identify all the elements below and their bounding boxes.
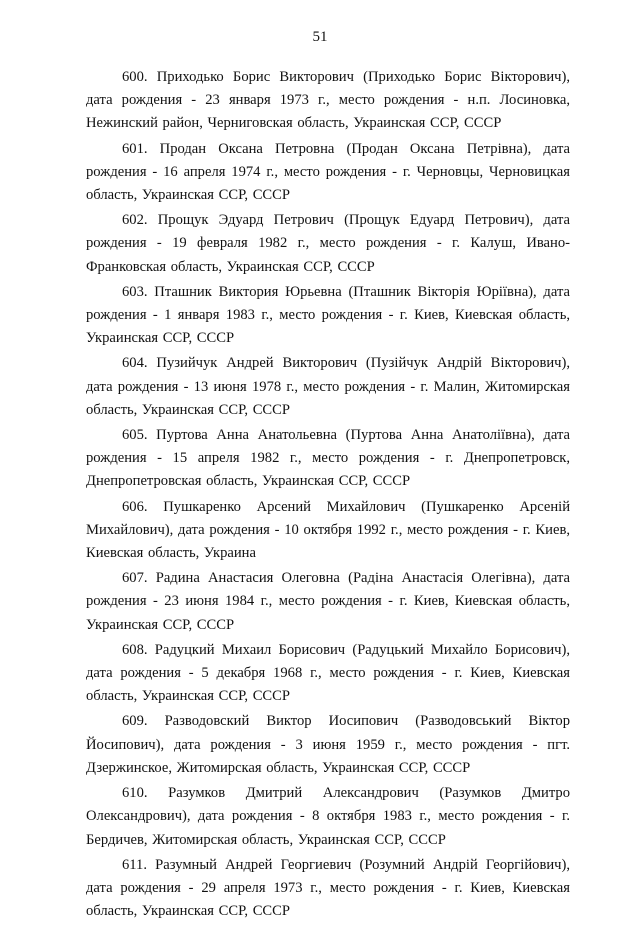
list-item: 610. Разумков Дмитрий Александрович (Разумков Дмитро Олександрович), дата рождения - 8 октября 1983 г., место рождения - г. Бердичев, Житомирская область, Украинская ССР, СССР [86, 785, 570, 848]
list-item: 601. Продан Оксана Петровна (Продан Оксана Петрівна), дата рождения - 16 апреля 1974 г., место рождения - г. Черновцы, Черновицкая область, Украинская ССР, СССР [86, 140, 570, 204]
list-item: 608. Радуцкий Михаил Борисович (Радуцький Михайло Борисович), дата рождения - 5 декабря 1968 г., место рождения - г. Киев, Киевская область, Украинская ССР, СССР [86, 641, 570, 705]
list-item: 611. Разумный Андрей Георгиевич (Розумний Андрій Георгійович), дата рождения - 29 апреля 1973 г., место рождения - г. Киев, Киевская область, Украинская ССР, СССР [86, 856, 570, 920]
list-item: 603. Пташник Виктория Юрьевна (Пташник Вікторія Юріївна), дата рождения - 1 января 1983 г., место рождения - г. Киев, Киевская область, Украинская ССР, СССР [86, 283, 570, 347]
entry-list [86, 66, 570, 925]
list-item: 602. Прощук Эдуард Петрович (Прощук Едуард Петрович), дата рождения - 19 февраля 1982 г., место рождения - г. Калуш, Ивано-Франковская область, Украинская ССР, СССР [86, 212, 570, 275]
page-number: 51 [312, 29, 328, 45]
list-item: 609. Разводовский Виктор Иосипович (Разводовський Віктор Йосипович), дата рождения - 3 июня 1959 г., место рождения - пгт. Дзержинское, Житомирская область, Украинская ССР, СССР [86, 713, 570, 776]
list-item: 606. Пушкаренко Арсений Михайлович (Пушкаренко Арсеній Михайлович), дата рождения - 10 октября 1992 г., место рождения - г. Киев, Киевская область, Украина [86, 498, 570, 562]
list-item: 604. Пузийчук Андрей Викторович (Пузійчук Андрій Вікторович), дата рождения - 13 июня 1978 г., место рождения - г. Малин, Житомирская область, Украинская ССР, СССР [86, 355, 570, 418]
list-item: 605. Пуртова Анна Анатольевна (Пуртова Анна Анатоліївна), дата рождения - 15 апреля 1982 г., место рождения - г. Днепропетровск, Днепропетровская область, Украинская ССР, СССР [86, 427, 570, 490]
list-item: 607. Радина Анастасия Олеговна (Радіна Анастасія Олегівна), дата рождения - 23 июня 1984 г., место рождения - г. Киев, Киевская область, Украинская ССР, СССР [86, 570, 570, 633]
list-item: 600. Приходько Борис Викторович (Приходько Борис Вікторович), дата рождения - 23 января 1973 г., место рождения - н.п. Лосиновка, Нежинский район, Черниговская область, Украинская ССР, СССР [86, 69, 570, 132]
